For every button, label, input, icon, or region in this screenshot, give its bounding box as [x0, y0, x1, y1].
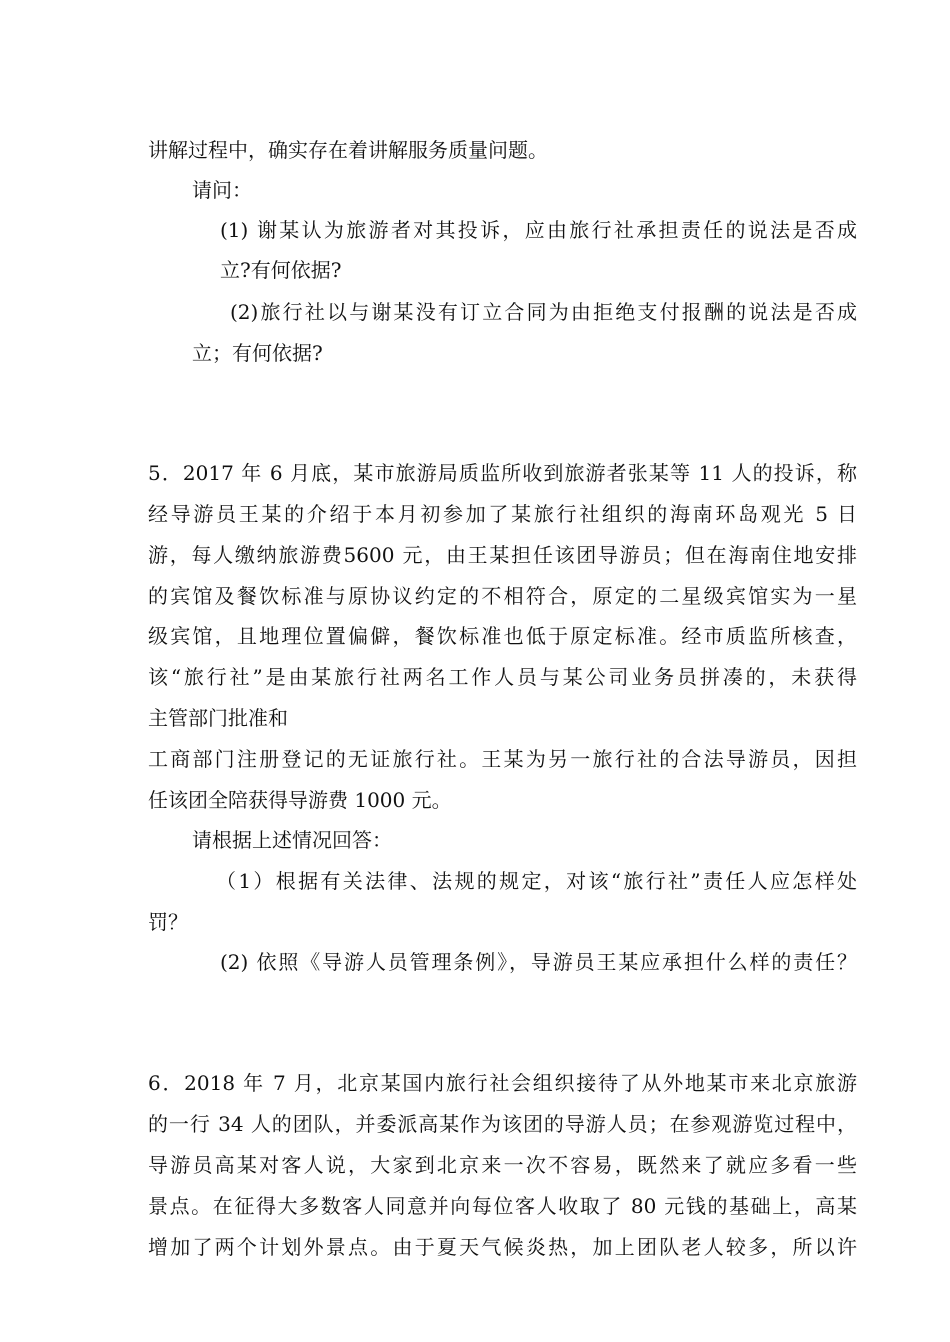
q4-subquestion-1: (1) 谢某认为旅游者对其投诉，应由旅行社承担责任的说法是否成 [220, 218, 857, 242]
q6-paragraph-line: 导游员高某对客人说，大家到北京来一次不容易，既然来了就应多看一些 [148, 1153, 857, 1177]
q5-subquestion-2: (2) 依照《导游人员管理条例》，导游员王某应承担什么样的责任？ [220, 950, 857, 974]
q5-paragraph-line: 经导游员王某的介绍于本月初参加了某旅行社组织的海南环岛观光 5 日 [148, 502, 857, 526]
q5-subquestion-1: （1）根据有关法律、法规的规定，对该“旅行社”责任人应怎样处 [216, 869, 857, 893]
q4-subquestion-1-cont: 立?有何依据? [220, 258, 342, 282]
q4-text-line: 讲解过程中，确实存在着讲解服务质量问题。 [148, 138, 548, 162]
q5-paragraph-line: 游，每人缴纳旅游费5600 元，由王某担任该团导游员；但在海南住地安排 [148, 543, 857, 567]
q5-paragraph-line: 主管部门批准和 [148, 706, 288, 730]
q6-paragraph-line: 景点。在征得大多数客人同意并向每位客人收取了 80 元钱的基础上，高某 [148, 1194, 857, 1218]
q5-ask-label: 请根据上述情况回答： [192, 828, 392, 852]
q5-paragraph-line: 工商部门注册登记的无证旅行社。王某为另一旅行社的合法导游员，因担 [148, 747, 857, 771]
q5-paragraph-line: 级宾馆，且地理位置偏僻，餐饮标准也低于原定标准。经市质监所核查， [148, 624, 857, 648]
q5-paragraph-line: 该“旅行社”是由某旅行社两名工作人员与某公司业务员拼凑的，未获得 [148, 665, 857, 689]
q6-paragraph-line: 增加了两个计划外景点。由于夏天气候炎热，加上团队老人较多，所以许 [148, 1235, 857, 1259]
q4-subquestion-2: (2)旅行社以与谢某没有订立合同为由拒绝支付报酬的说法是否成 [230, 300, 857, 324]
q5-subquestion-1-cont: 罚？ [148, 910, 188, 934]
q5-paragraph-line: 5．2017 年 6 月底，某市旅游局质监所收到旅游者张某等 11 人的投诉，称 [148, 461, 857, 485]
q4-ask-label: 请问： [192, 178, 252, 202]
q5-paragraph-line: 任该团全陪获得导游费 1000 元。 [148, 788, 452, 812]
q5-paragraph-line: 的宾馆及餐饮标准与原协议约定的不相符合，原定的二星级宾馆实为一星 [148, 584, 857, 608]
q6-paragraph-line: 的一行 34 人的团队，并委派高某作为该团的导游人员；在参观游览过程中， [148, 1112, 857, 1136]
q4-subquestion-2-cont: 立；有何依据? [192, 341, 323, 365]
q6-paragraph-line: 6．2018 年 7 月，北京某国内旅行社会组织接待了从外地某市来北京旅游 [148, 1071, 857, 1095]
